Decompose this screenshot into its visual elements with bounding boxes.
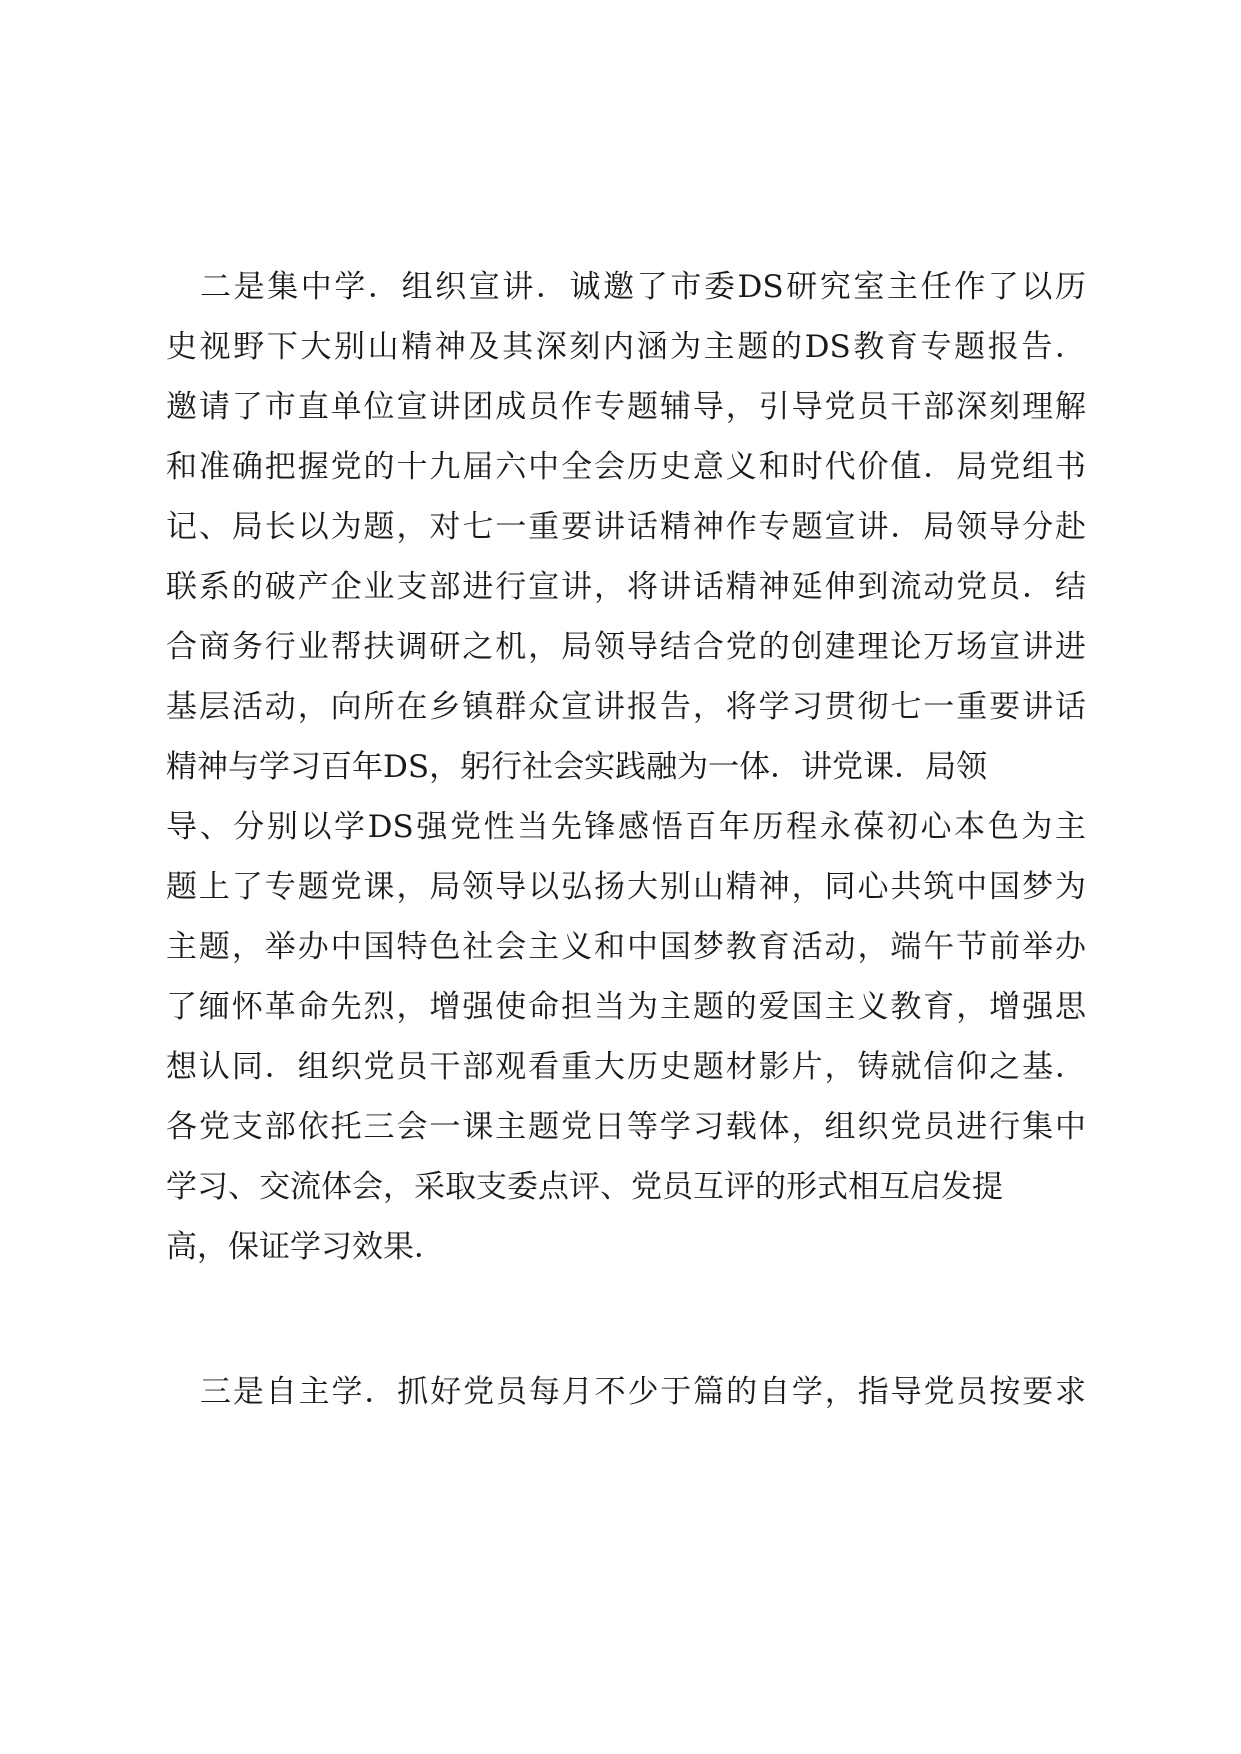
paragraph-2-line-15: 各党支部依托三会一课主题党日等学习载体，组织党员进行集中 [166, 1109, 1086, 1145]
paragraph-2-line-10: 导、分别以学DS强党性当先锋感悟百年历程永葆初心本色为主 [166, 809, 1086, 845]
paragraph-2-line-8: 基层活动，向所在乡镇群众宣讲报告，将学习贯彻七一重要讲话 [166, 689, 1086, 725]
paragraph-2-line-6: 联系的破产企业支部进行宣讲，将讲话精神延伸到流动党员．结 [166, 569, 1086, 605]
paragraph-2-line-17: 高，保证学习效果． [166, 1229, 445, 1265]
paragraph-2-line-13: 了缅怀革命先烈，增强使命担当为主题的爱国主义教育，增强思 [166, 989, 1086, 1025]
paragraph-2-line-5: 记、局长以为题，对七一重要讲话精神作专题宣讲．局领导分赴 [166, 509, 1086, 545]
paragraph-2-line-16: 学习、交流体会，采取支委点评、党员互评的形式相互启发提 [166, 1169, 1003, 1205]
paragraph-2-line-14: 想认同．组织党员干部观看重大历史题材影片，铸就信仰之基． [166, 1049, 1086, 1085]
paragraph-2-line-3: 邀请了市直单位宣讲团成员作专题辅导，引导党员干部深刻理解 [166, 389, 1086, 425]
paragraph-2-line-2: 史视野下大别山精神及其深刻内涵为主题的DS教育专题报告． [166, 329, 1086, 365]
paragraph-3-line-1: 三是自主学．抓好党员每月不少于篇的自学，指导党员按要求 [200, 1374, 1086, 1410]
paragraph-2-line-4: 和准确把握党的十九届六中全会历史意义和时代价值．局党组书 [166, 449, 1086, 485]
paragraph-2-line-9: 精神与学习百年DS，躬行社会实践融为一体．讲党课．局领 [166, 749, 988, 785]
paragraph-2-line-11: 题上了专题党课，局领导以弘扬大别山精神，同心共筑中国梦为 [166, 869, 1086, 905]
paragraph-2-line-7: 合商务行业帮扶调研之机，局领导结合党的创建理论万场宣讲进 [166, 629, 1086, 665]
paragraph-2-line-1: 二是集中学．组织宣讲．诚邀了市委DS研究室主任作了以历 [200, 269, 1086, 305]
paragraph-2-line-12: 主题，举办中国特色社会主义和中国梦教育活动，端午节前举办 [166, 929, 1086, 965]
